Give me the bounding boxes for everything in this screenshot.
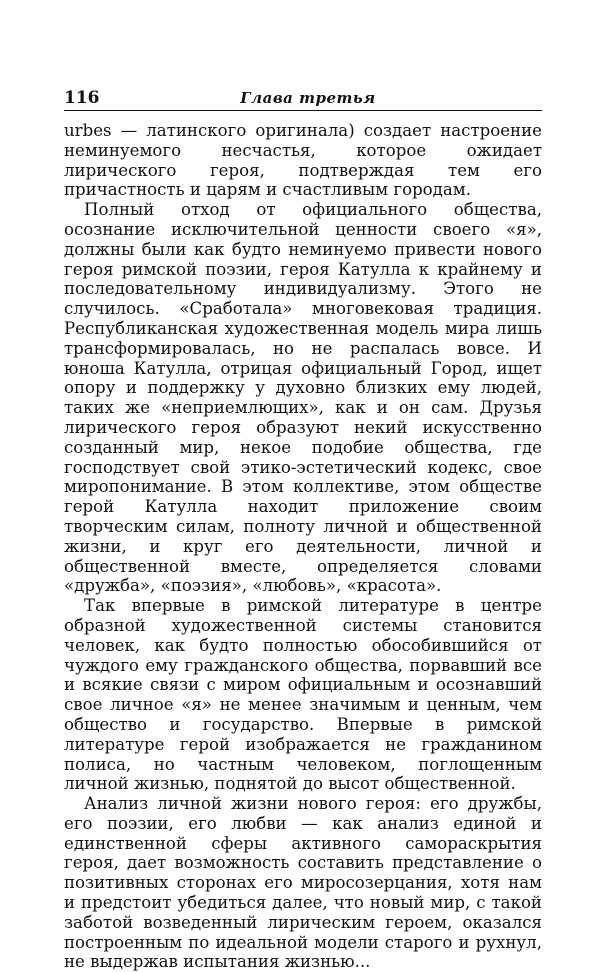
page-number: 116 xyxy=(64,88,100,108)
paragraph: urbes — латинского оригинала) создает настроение неминуемого несчастья, которое ожидает лирического героя, подтверждая тем его причастность и царям и счастливым городам. xyxy=(64,121,542,200)
paragraph: Анализ личной жизни нового героя: его дружбы, его поэзии, его любви — как анализ единой и единственной сферы активного самораскрытия героя, дает возможность составить представление о позитивных сторонах его миросозерцания, хотя нам и предстоит убедиться далее, что новый мир, с такой заботой возведенный лирическим героем, оказался построенным по идеальной модели старого и рухнул, не выдержав испытания жизнью... xyxy=(64,794,542,972)
book-page xyxy=(64,88,542,972)
paragraph: Полный отход от официального общества, осознание исключительной ценности своего «я», должны были как будто неминуемо привести нового героя римской поэзии, героя Катулла к крайнему и последовательному индивидуализму. Этого не случилось. «Сработала» многовековая традиция. Республиканская художественная модель мира лишь трансформировалась, но не распалась вовсе. И юноша Катулла, отрицая официальный Город, ищет опору и поддержку у духовно близких ему людей, таких же «неприемлющих», как и он сам. Друзья лирического героя образуют некий искусственно созданный мир, некое подобие общества, где господствует свой этико-эстетический кодекс, свое миропонимание. В этом коллективе, этом обществе герой Катулла находит приложение своим творческим силам, полноту личной и общественной жизни, и круг его деятельности, личной и общественной вместе, определяется словами «дружба», «поэзия», «любовь», «красота». xyxy=(64,200,542,596)
running-head: Глава третья xyxy=(240,89,376,107)
page-header xyxy=(64,88,542,111)
body-text xyxy=(64,121,542,972)
paragraph: Так впервые в римской литературе в центре образной художественной системы становится человек, как будто полностью обособившийся от чуждого ему гражданского общества, порвавший все и всякие связи с миром официальным и осознавший свое личное «я» не менее значимым и ценным, чем общество и государство. Впервые в римской литературе герой изображается не гражданином полиса, но частным человеком, поглощенным личной жизнью, поднятой до высот общественной. xyxy=(64,596,542,794)
